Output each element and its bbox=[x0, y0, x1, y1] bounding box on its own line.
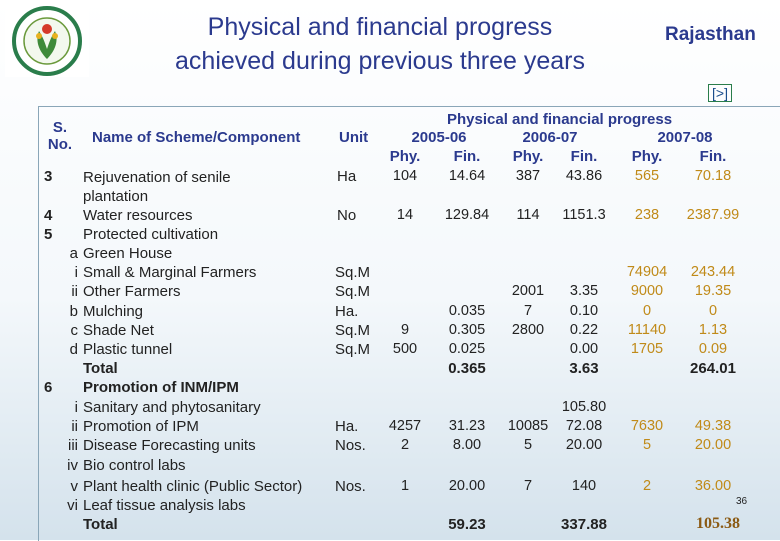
cell-2007-phy: 74904 bbox=[626, 264, 668, 280]
cell-2006-phy: 7 bbox=[523, 303, 533, 319]
cell-2006-phy: 10085 bbox=[507, 418, 549, 434]
cell-2005-phy: 14 bbox=[396, 207, 414, 223]
col-header-sno bbox=[40, 119, 80, 153]
cell-2006-fin: 0.22 bbox=[569, 322, 599, 338]
cell-2005-fin-total: 59.23 bbox=[448, 516, 486, 533]
row-sno: c bbox=[70, 322, 78, 339]
row-scheme-name: Mulching bbox=[83, 303, 144, 320]
row-sno: a bbox=[69, 245, 78, 262]
row-sno: ii bbox=[71, 418, 78, 435]
cell-2005-fin: 0.305 bbox=[448, 322, 486, 338]
row-scheme-name: Promotion of IPM bbox=[83, 418, 199, 435]
row-scheme-name: Plant health clinic (Public Sector) bbox=[83, 478, 303, 495]
cell-2006-fin-total: 3.63 bbox=[569, 360, 599, 377]
row-scheme-name-line: Rejuvenation of senile bbox=[83, 169, 231, 186]
cell-2006-fin: 105.80 bbox=[561, 399, 607, 415]
cell-2006-phy: 7 bbox=[523, 478, 533, 494]
row-sno: i bbox=[74, 399, 78, 416]
cell-2006-fin: 43.86 bbox=[565, 168, 603, 184]
row-scheme-name: Water resources bbox=[83, 207, 193, 224]
cell-2006-phy: 387 bbox=[515, 168, 541, 184]
cell-2007-phy: 5 bbox=[642, 437, 652, 453]
cell-2005-fin: 20.00 bbox=[448, 478, 486, 494]
row-scheme-name: Leaf tissue analysis labs bbox=[83, 497, 246, 514]
cell-2006-fin: 140 bbox=[571, 478, 597, 494]
cell-2007-fin: 36.00 bbox=[694, 478, 732, 494]
cell-2005-phy: 500 bbox=[392, 341, 418, 357]
slide-number: 36 bbox=[736, 496, 748, 507]
cell-2007-phy: 238 bbox=[634, 207, 660, 223]
cell-2005-fin: 0.035 bbox=[448, 303, 486, 319]
cell-2006-fin: 72.08 bbox=[565, 418, 603, 434]
row-scheme-name: Shade Net bbox=[83, 322, 154, 339]
cell-2006-fin: 20.00 bbox=[565, 437, 603, 453]
sub-header-fin: Fin. bbox=[453, 148, 481, 165]
row-sno: ii bbox=[71, 283, 78, 300]
title-line-2: achieved during previous three years bbox=[175, 47, 585, 75]
sub-header-fin: Fin. bbox=[570, 148, 598, 165]
cell-2005-phy: 4257 bbox=[388, 418, 422, 434]
cell-2007-phy: 1705 bbox=[630, 341, 664, 357]
cell-2006-phy: 2800 bbox=[511, 322, 545, 338]
cell-2007-fin: 1.13 bbox=[698, 322, 728, 338]
sub-header-phy: Phy. bbox=[512, 148, 544, 165]
sub-header-phy: Phy. bbox=[631, 148, 663, 165]
row-unit: Sq.M bbox=[335, 322, 371, 339]
row-unit: Nos. bbox=[335, 437, 366, 454]
cell-2007-fin: 0.09 bbox=[698, 341, 728, 357]
cell-2007-phy: 7630 bbox=[630, 418, 664, 434]
row-unit: Nos. bbox=[335, 478, 366, 495]
row-sno: 3 bbox=[44, 168, 53, 185]
col-header-unit: Unit bbox=[339, 129, 369, 146]
row-total-label: Total bbox=[83, 516, 118, 533]
row-sno: iv bbox=[67, 457, 78, 474]
cell-2005-fin: 31.23 bbox=[448, 418, 486, 434]
title-line-1: Physical and financial progress bbox=[207, 13, 553, 41]
row-unit: Ha. bbox=[335, 303, 359, 320]
row-scheme-name: Other Farmers bbox=[83, 283, 181, 300]
cell-2005-fin: 129.84 bbox=[444, 207, 490, 223]
cell-2007-fin: 0 bbox=[708, 303, 718, 319]
year-header-2007: 2007-08 bbox=[657, 129, 713, 146]
cell-2007-fin: 2387.99 bbox=[686, 207, 740, 223]
row-sno: v bbox=[70, 478, 78, 495]
year-header-2005: 2005-06 bbox=[411, 129, 467, 146]
row-sno: 4 bbox=[44, 207, 53, 224]
sub-header-phy: Phy. bbox=[389, 148, 421, 165]
cell-2006-fin: 0.00 bbox=[569, 341, 599, 357]
row-unit: No bbox=[337, 207, 357, 224]
row-sno: b bbox=[69, 303, 78, 320]
row-sno: i bbox=[74, 264, 78, 281]
row-sno: 5 bbox=[44, 226, 53, 243]
row-unit: Sq.M bbox=[335, 264, 371, 281]
cell-2007-phy: 9000 bbox=[630, 283, 664, 299]
row-sno: vi bbox=[67, 497, 78, 514]
cell-2006-phy: 2001 bbox=[511, 283, 545, 299]
cell-2005-fin: 8.00 bbox=[452, 437, 482, 453]
cell-2005-phy: 1 bbox=[400, 478, 410, 494]
row-unit: Ha. bbox=[335, 418, 359, 435]
row-scheme-name: Bio control labs bbox=[83, 457, 186, 474]
row-unit: Sq.M bbox=[335, 341, 371, 358]
year-header-2006: 2006-07 bbox=[522, 129, 578, 146]
next-slide-link[interactable]: [>] bbox=[708, 84, 732, 102]
row-scheme-name bbox=[83, 168, 231, 206]
row-sno: iii bbox=[68, 437, 78, 454]
col-header-progress: Physical and financial progress bbox=[447, 111, 673, 128]
row-scheme-name: Plastic tunnel bbox=[83, 341, 173, 358]
page-title bbox=[100, 10, 660, 78]
row-scheme-name: Protected cultivation bbox=[83, 226, 219, 243]
row-scheme-name: Sanitary and phytosanitary bbox=[83, 399, 261, 416]
col-header-sno-line1: S. bbox=[52, 119, 68, 136]
cell-2005-fin: 14.64 bbox=[448, 168, 486, 184]
col-header-scheme: Name of Scheme/Component bbox=[92, 129, 301, 146]
cell-2006-phy: 114 bbox=[516, 207, 540, 223]
row-scheme-name: Disease Forecasting units bbox=[83, 437, 256, 454]
cell-2007-phy: 11140 bbox=[627, 322, 667, 338]
cell-2006-fin: 3.35 bbox=[569, 283, 599, 299]
cell-2007-fin: 19.35 bbox=[694, 283, 732, 299]
cell-2007-fin: 49.38 bbox=[694, 418, 732, 434]
row-scheme-name: Small & Marginal Farmers bbox=[83, 264, 257, 281]
cell-2005-phy: 2 bbox=[400, 437, 410, 453]
cell-2007-fin: 20.00 bbox=[694, 437, 732, 453]
cell-2007-fin: 243.44 bbox=[690, 264, 736, 280]
cell-2007-fin: 70.18 bbox=[694, 168, 732, 184]
cell-2005-fin-total: 0.365 bbox=[448, 360, 486, 377]
row-scheme-name-line: plantation bbox=[83, 188, 149, 205]
row-sno: 6 bbox=[44, 379, 53, 396]
cell-2006-fin: 1151.3 bbox=[562, 207, 606, 223]
col-header-sno-line2: No. bbox=[47, 136, 73, 153]
cell-2005-phy: 9 bbox=[400, 322, 410, 338]
row-unit: Sq.M bbox=[335, 283, 371, 300]
cell-2007-phy: 0 bbox=[642, 303, 652, 319]
state-label: Rajasthan bbox=[665, 24, 756, 45]
cell-2005-fin: 0.025 bbox=[448, 341, 486, 357]
cell-2007-phy: 2 bbox=[642, 478, 652, 494]
row-scheme-name: Promotion of INM/IPM bbox=[83, 379, 239, 396]
row-sno: d bbox=[69, 341, 78, 358]
sub-header-fin: Fin. bbox=[699, 148, 727, 165]
row-total-label: Total bbox=[83, 360, 118, 377]
cell-2005-phy: 104 bbox=[392, 168, 418, 184]
cell-2007-fin-total: 105.38 bbox=[696, 515, 740, 532]
cell-2007-phy: 565 bbox=[634, 168, 660, 184]
row-unit: Ha bbox=[337, 168, 357, 185]
cell-2007-fin-total: 264.01 bbox=[690, 360, 736, 377]
row-scheme-name: Green House bbox=[83, 245, 173, 262]
cell-2006-phy: 5 bbox=[523, 437, 533, 453]
cell-2006-fin-total: 337.88 bbox=[561, 516, 607, 533]
cell-2006-fin: 0.10 bbox=[569, 303, 599, 319]
institution-logo bbox=[5, 5, 89, 77]
